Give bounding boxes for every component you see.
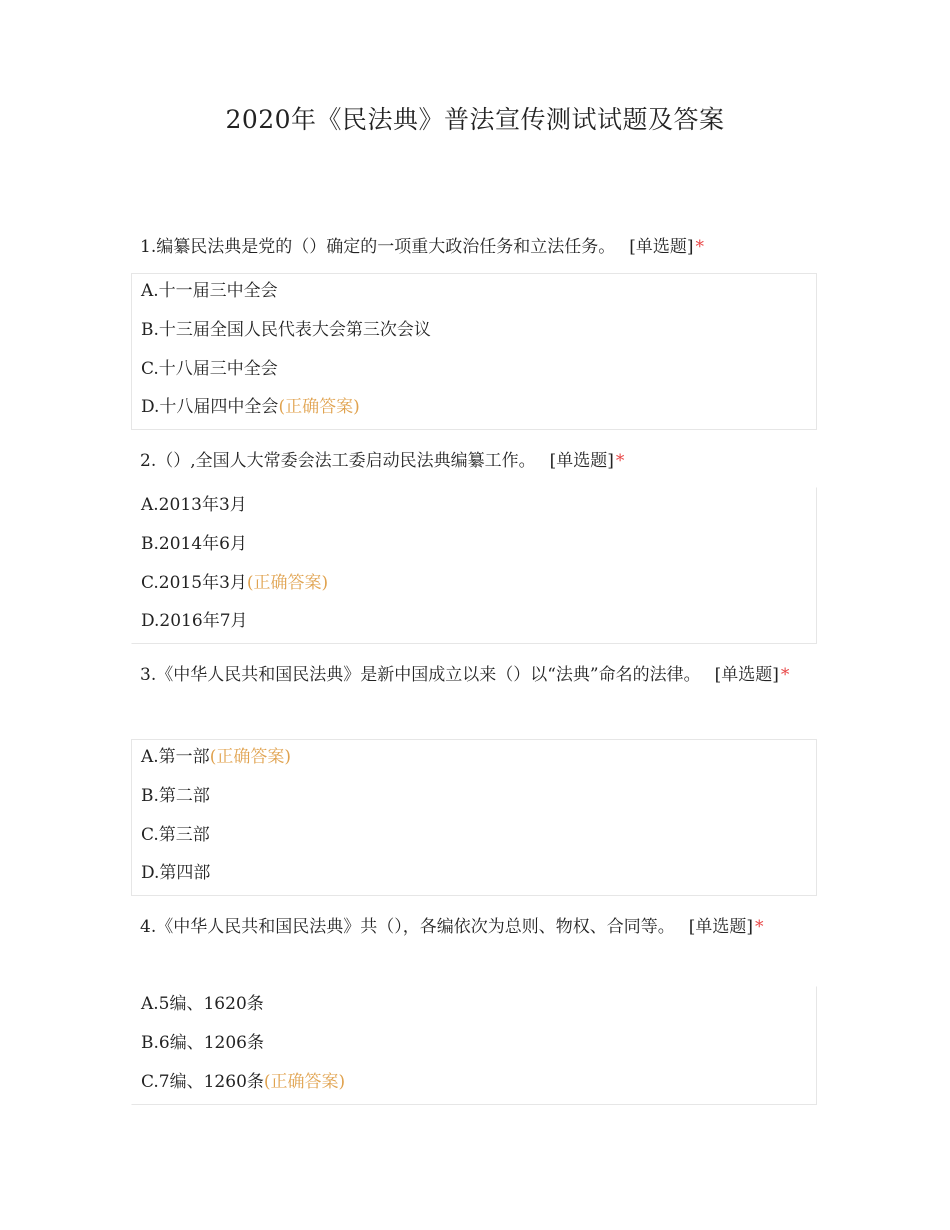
question-text: 1.编纂民法典是党的（）确定的一项重大政治任务和立法任务。 <box>140 237 616 257</box>
option-1b[interactable] <box>132 313 816 352</box>
option-label: C.十八届三中全会 <box>141 358 278 379</box>
option-label: A.2013年3月 <box>141 495 247 515</box>
option-label: B.第二部 <box>141 785 210 806</box>
option-2a[interactable] <box>132 488 816 527</box>
option-label: C.第三部 <box>141 824 210 845</box>
option-3a[interactable] <box>132 740 816 779</box>
option-2b[interactable] <box>132 527 816 566</box>
correct-answer-tag: (正确答案) <box>278 397 360 418</box>
options-box-2 <box>131 487 817 644</box>
question-4 <box>140 908 820 946</box>
option-3d[interactable] <box>132 856 816 895</box>
option-label: C.2015年3月 <box>141 572 247 593</box>
option-label: A.5编、1620条 <box>141 994 264 1014</box>
required-star: * <box>695 237 704 257</box>
option-1d[interactable] <box>132 390 816 429</box>
option-4a[interactable] <box>132 987 816 1026</box>
option-3b[interactable] <box>132 779 816 818</box>
option-4c[interactable] <box>132 1065 816 1104</box>
options-box-4 <box>131 986 817 1105</box>
required-star: * <box>780 665 790 685</box>
option-label: C.7编、1260条 <box>141 1071 264 1092</box>
question-type-label: [单选题] <box>549 451 614 471</box>
option-label: B.十三届全国人民代表大会第三次会议 <box>141 319 431 340</box>
option-label: D.第四部 <box>141 863 211 884</box>
option-2d[interactable] <box>132 604 816 643</box>
question-2 <box>140 442 820 480</box>
question-type-label: [单选题] <box>714 665 779 685</box>
question-3 <box>140 656 820 694</box>
question-type-label: [单选题] <box>688 917 753 937</box>
option-1c[interactable] <box>132 352 816 391</box>
option-label: A.第一部 <box>141 747 210 767</box>
page-title: 2020年《民法典》普法宣传测试试题及答案 <box>225 105 725 134</box>
correct-answer-tag: (正确答案) <box>209 747 291 767</box>
options-box-3 <box>131 739 817 896</box>
option-label: D.十八届四中全会 <box>141 397 279 418</box>
question-type-label: [单选题] <box>629 237 694 257</box>
options-box-1 <box>131 273 817 430</box>
question-text: 3.《中华人民共和国民法典》是新中国成立以来（）以“法典”命名的法律。 <box>140 665 701 685</box>
correct-answer-tag: (正确答案) <box>263 1071 346 1092</box>
option-label: D.2016年7月 <box>141 611 248 632</box>
option-4b[interactable] <box>132 1026 816 1065</box>
correct-answer-tag: (正确答案) <box>246 572 329 593</box>
question-1 <box>140 228 820 266</box>
option-1a[interactable] <box>132 274 816 313</box>
option-label: A.十一届三中全会 <box>141 281 278 301</box>
question-text: 2.（）,全国人大常委会法工委启动民法典编纂工作。 <box>140 451 536 471</box>
option-label: B.2014年6月 <box>141 533 247 554</box>
required-star: * <box>615 451 625 471</box>
question-text: 4.《中华人民共和国民法典》共（），各编依次为总则、物权、合同等。 <box>140 917 675 937</box>
option-2c[interactable] <box>132 566 816 605</box>
required-star: * <box>754 917 764 937</box>
option-label: B.6编、1206条 <box>141 1032 264 1053</box>
option-3c[interactable] <box>132 818 816 857</box>
